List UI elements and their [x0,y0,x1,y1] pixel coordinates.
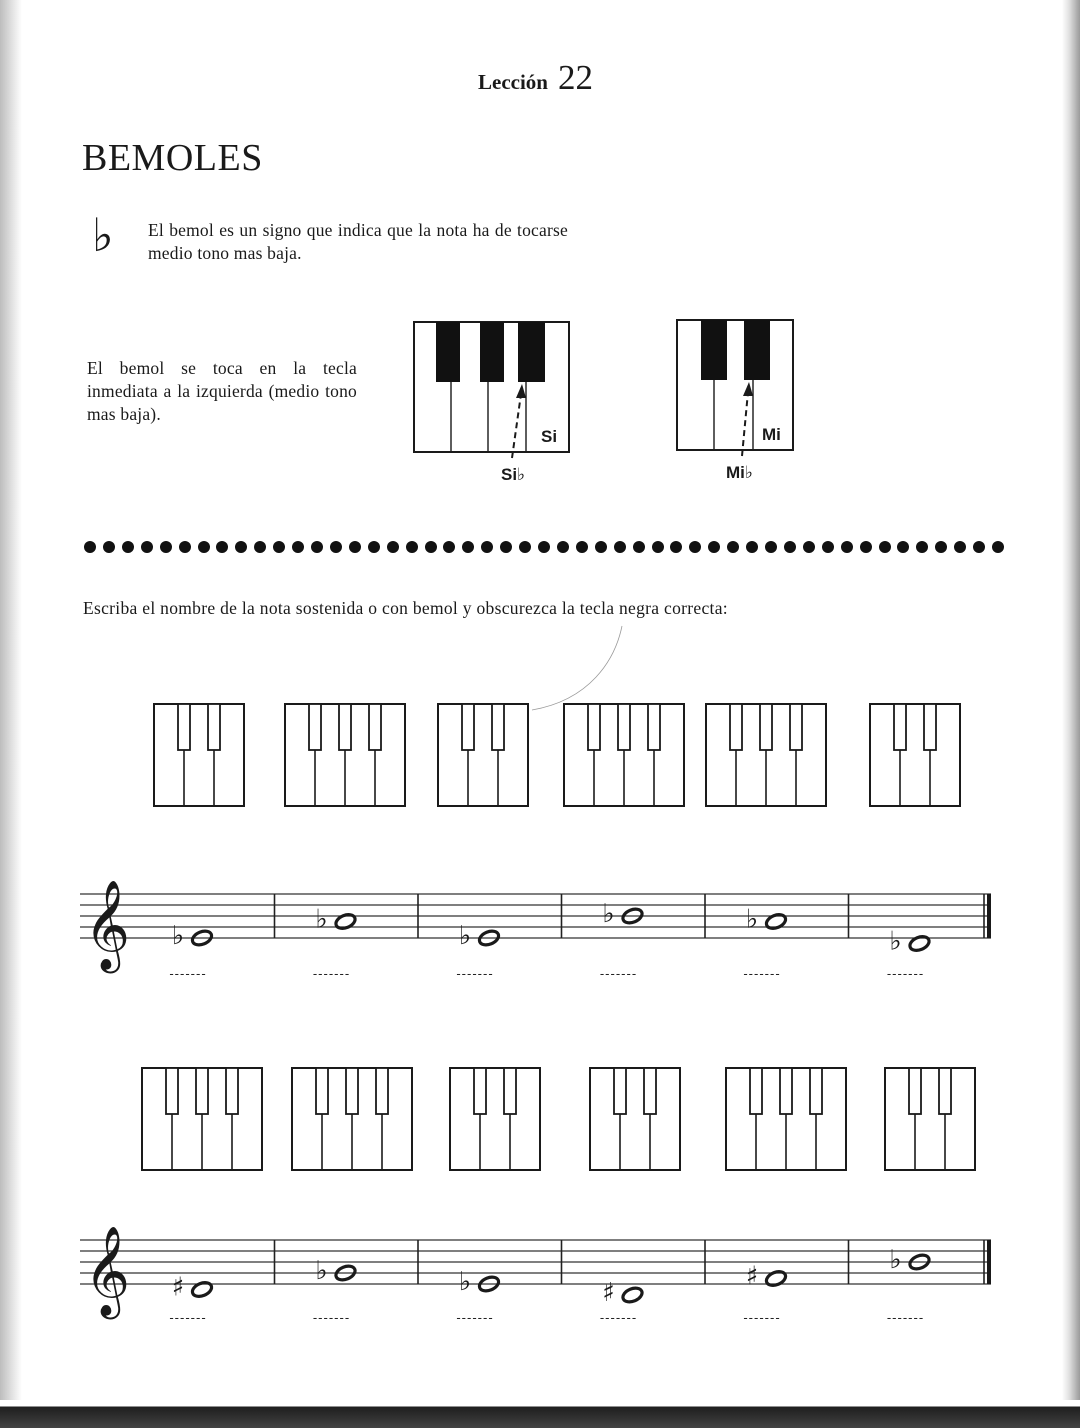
black-key-outline [730,704,742,750]
black-key-outline [492,704,504,750]
black-key-outline [178,704,190,750]
keyboard-frame [885,1068,975,1170]
answer-blank: ------- [169,1310,207,1325]
keyboard-frame [438,704,528,806]
flat-definition: El bemol es un signo que indica que la nota ha de tocarse medio tono mas baja. [148,220,568,263]
music-staff [80,1226,991,1320]
lesson-number: 22 [557,58,593,97]
blank-keyboard [870,704,960,806]
answer-blank: ------- [456,1310,494,1325]
blank-keyboard [885,1068,975,1170]
blank-keyboard [590,1068,680,1170]
note [459,1267,501,1297]
black-key-outline [618,704,630,750]
note [746,1262,788,1292]
flat-explanation: El bemol se toca en la tecla inmediata a la izquierda (medio tono mas baja). [87,358,357,424]
black-key-outline [894,704,906,750]
black-key-outline [474,1068,486,1114]
blank-keyboard [285,704,405,806]
flat-sign: ♭ [315,1256,328,1286]
sharp-sign: ♯ [171,1272,185,1303]
black-key-outline [346,1068,358,1114]
note [172,1273,214,1303]
white-key-label: Mi [762,425,781,444]
black-key-outline [339,704,351,750]
note [315,905,357,935]
black-key-outline [644,1068,656,1114]
note [602,899,644,929]
flat-sign: ♭ [458,921,472,951]
note [315,1256,357,1286]
black-key-outline [462,704,474,750]
black-key-outline [760,704,772,750]
black-key-outline [504,1068,516,1114]
flat-sign: ♭ [458,1267,472,1297]
treble-clef-icon: 𝄞 [84,880,131,970]
keyboard-frame [590,1068,680,1170]
blank-keyboard [726,1068,846,1170]
blank-keyboard [142,1068,262,1170]
whole-note-head [908,934,931,953]
treble-clef-icon: 𝄞 [84,1226,131,1316]
whole-note-head [334,912,357,931]
black-key-outline [376,1068,388,1114]
flat-sign: ♭ [889,1245,902,1275]
answer-blank: ------- [312,1310,351,1325]
flat-sign: ♭ [602,899,615,929]
black-key-outline [316,1068,328,1114]
exercise-row [80,704,991,981]
black-key-outline [750,1068,762,1114]
answer-blank: ------- [743,966,781,981]
final-barline-thick [987,1240,991,1284]
keyboard-frame [870,704,960,806]
exercise-instruction: Escriba el nombre de la nota sostenida o con bemol y obscurezca la tecla negra correcta: [83,598,728,618]
whole-note-head [190,1280,213,1299]
blank-keyboard [292,1068,412,1170]
flat-sign: ♭ [171,921,185,951]
answer-blank: ------- [886,1310,925,1325]
flat-key-label: Mi♭ [726,463,753,482]
note [172,921,214,951]
sharp-sign: ♯ [602,1278,615,1308]
note [602,1278,644,1308]
pencil-stray-mark [532,626,622,710]
blank-keyboard [154,704,244,806]
black-key-outline [309,704,321,750]
black-key-outline [909,1068,921,1114]
black-key-outline [208,704,220,750]
black-key-outline [780,1068,792,1114]
black-key-outline [614,1068,626,1114]
flat-sign: ♭ [889,926,902,957]
white-key-label: Si [541,427,558,446]
blank-keyboard [438,704,528,806]
whole-note-head [764,1269,787,1288]
black-key-outline [810,1068,822,1114]
black-key-outline [166,1068,178,1114]
black-key-outline [924,704,936,750]
answer-blank: ------- [743,1310,781,1325]
final-barline-thick [987,894,991,938]
keyboard-frame [154,704,244,806]
answer-blank: ------- [599,1310,638,1325]
sharp-sign: ♯ [745,1261,759,1292]
note [746,905,788,935]
whole-note-head [764,912,787,931]
note [889,927,931,957]
flat-key-label: Si♭ [501,465,526,484]
page-title: BEMOLES [82,137,263,179]
black-key-outline [648,704,660,750]
exercise-row [80,1068,991,1325]
flat-sign: ♭ [745,904,759,935]
blank-keyboard [706,704,826,806]
note [459,921,501,951]
blank-keyboard [450,1068,540,1170]
answer-blank: ------- [886,966,925,981]
note [889,1245,931,1275]
black-key-outline [939,1068,951,1114]
black-key-outline [588,704,600,750]
whole-note-head [621,1286,644,1305]
flat-sign: ♭ [315,904,328,935]
answer-blank: ------- [312,966,351,981]
black-key-outline [790,704,802,750]
flat-symbol-icon: ♭ [92,208,114,262]
keyboard-frame [450,1068,540,1170]
black-key-outline [226,1068,238,1114]
answer-blank: ------- [456,966,494,981]
lesson-label: Lección [478,70,548,94]
answer-blank: ------- [169,966,207,981]
black-key-outline [369,704,381,750]
blank-keyboard [564,704,684,806]
music-staff [80,880,991,974]
answer-blank: ------- [599,966,638,981]
black-key-outline [196,1068,208,1114]
